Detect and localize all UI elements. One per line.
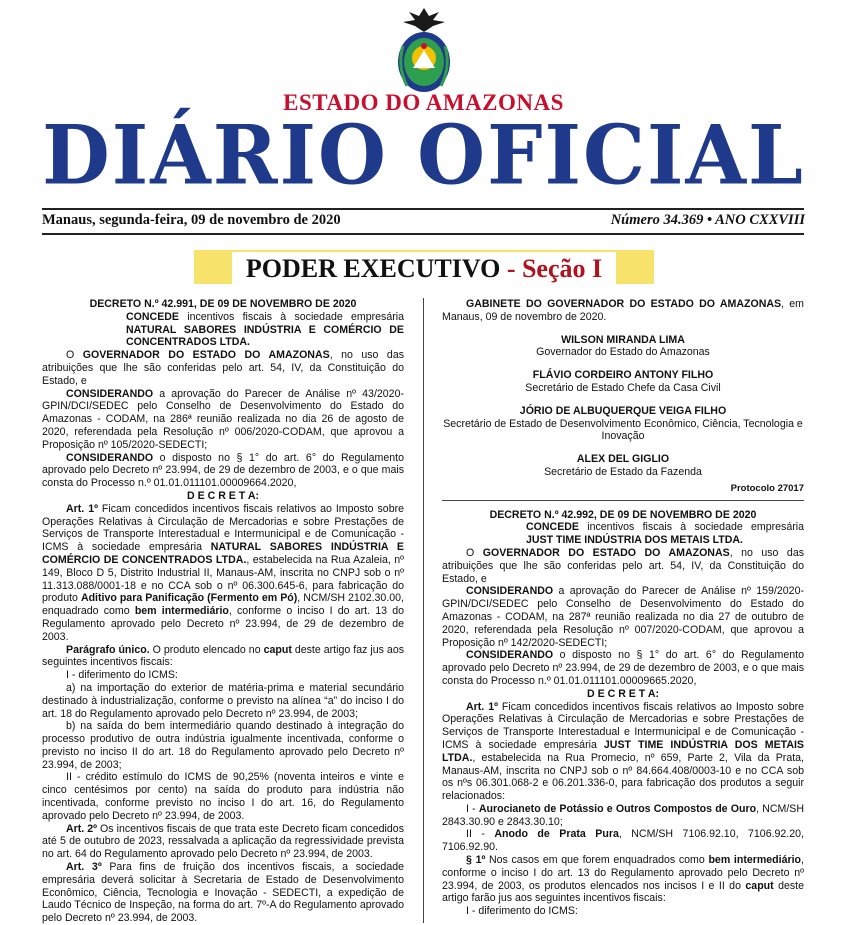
signature: WILSON MIRANDA LIMA Governador do Estado do Amazonas xyxy=(536,333,710,359)
item: b) na saída do bem intermediário quando destinado à integração do processo produtivo de outra indústria igualmente incentivada, conforme o previsto no inciso II do art. 18 do Regulamento aprovado pelo Decreto nº 23.994, de 2003; xyxy=(42,720,404,771)
decreta-heading: D E C R E T A: xyxy=(587,687,659,700)
amazonas-coat-of-arms-icon xyxy=(393,6,455,96)
paragraph: CONSIDERANDO a aprovação do Parecer de Análise nº 159/2020-GPIN/DCI/SEDEC pelo Conselho de Desenvolvimento do Estado do Amazonas - CODAM, na 287ª reunião realizada no dia 27 de outubro de 2020, referendada pela Resolução nº 007/2020-CODAM, que aprovou a Proposição nº 142/2020-SEDECTI; xyxy=(442,585,804,649)
item: II - crédito estímulo do ICMS de 90,25% (noventa inteiros e vinte e cinco centésimos por cento) na saída do produto para indústria não incentivada, conforme previsto no inciso I do art. 16, do Regulamento aprovado pelo Decreto nº 23.994, de 2003. xyxy=(42,771,404,822)
section-banner xyxy=(194,250,654,284)
decree-summary: CONCEDE incentivos fiscais à sociedade empresária NATURAL SABORES INDÚSTRIA E COMÉRCIO DE CONCENTRADOS LTDA. xyxy=(126,310,404,349)
divider xyxy=(42,208,804,210)
article-1: Art. 1º Ficam concedidos incentivos fiscais relativos ao Imposto sobre Operações Relativas à Circulação de Mercadorias e sobre Prestações de Serviços de Transporte Interestadual e Intermunicipal e de Comunicação - ICMS à sociedade empresária JUST TIME INDÚSTRIA DOS METAIS LTDA., estabelecida na Rua Promecio, nº 659, Parte 2, Vila da Prata, Manaus-AM, inscrita no CNPJ sob o nº 84.664.408/0003-10 e no CCA sob os nºs 06.301.068-2 e 06.201.336-0, para fabricação dos produtos a seguir relacionados: xyxy=(442,700,804,803)
section-subtitle: - Seção I xyxy=(506,254,603,283)
signature: FLÁVIO CORDEIRO ANTONY FILHO Secretário de Estado Chefe da Casa Civil xyxy=(525,369,721,394)
divider xyxy=(42,233,804,235)
item: a) na importação do exterior de matéria-prima e material secundário destinado à industrialização, conforme o previsto na alínea “a” do inciso I do art. 18 do Regulamento aprovado pelo Decreto nº 23.994, de 2003; xyxy=(42,681,404,720)
closing: GABINETE DO GOVERNADOR DO ESTADO DO AMAZONAS, em Manaus, 09 de novembro de 2020. xyxy=(442,298,805,323)
masthead xyxy=(0,0,847,228)
item: I - diferimento do ICMS: xyxy=(466,905,578,918)
signature: JÓRIO DE ALBUQUERQUE VEIGA FILHO Secretário de Estado de Desenvolvimento Econômico, Ciência, Tecnologia e Inovação xyxy=(443,404,803,443)
article-1: Art. 1º Ficam concedidos incentivos fiscais relativos ao Imposto sobre Operações Relativas à Circulação de Mercadorias e sobre Prestações de Serviços de Transporte Interestadual e Intermunicipal e de Comunicação - ICMS à sociedade empresária NATURAL SABORES INDÚSTRIA E COMÉRCIO DE CONCENTRADOS LTDA., estabelecida na Rua Azaleia, nº 149, Bloco D 5, Distrito Industrial II, Manaus-AM, inscrita no CNPJ sob o nº 11.313.088/0001-18 e no CCA sob o nº 06.300.645-6, para fabricação do produto Aditivo para Panificação (Fermento em Pó), NCM/SH 2102.30.00, enquadrado como bem intermediário, conforme o inciso I do art. 13 do Regulamento aprovado pelo Decreto nº 23.994, de 29 de dezembro de 2003. xyxy=(42,502,404,643)
signature: ALEX DEL GIGLIO Secretário de Estado da Fazenda xyxy=(544,453,702,478)
section-title: PODER EXECUTIVO xyxy=(245,254,501,283)
paragraph: CONSIDERANDO o disposto no § 1° do art. 6° do Regulamento aprovado pelo Decreto nº 23.994, de 29 de dezembro de 2003, e o que mais consta do Processo n.º 01.01.011101.00009664.2020, xyxy=(42,451,404,490)
decreta-heading: D E C R E T A: xyxy=(187,489,259,502)
paragraph: CONSIDERANDO o disposto no § 1° do art. 6° do Regulamento aprovado pelo Decreto nº 23.994, de 29 de dezembro de 2003, e o que mais consta do Processo n.º 01.01.011101.00009665.2020, xyxy=(442,649,804,687)
divider xyxy=(442,500,804,501)
issue-number: Número 34.369 • ANO CXXVIII xyxy=(610,212,805,228)
decree-title: DECRETO N.º 42.991, DE 09 DE NOVEMBRO DE 2020 xyxy=(89,298,357,310)
column-divider xyxy=(423,298,424,923)
state-name: ESTADO DO AMAZONAS xyxy=(283,90,564,115)
left-column xyxy=(42,298,404,925)
paragraph: O GOVERNADOR DO ESTADO DO AMAZONAS, no uso das atribuições que lhe são conferidas pelo art. 54, IV, da Constituição do Estado, e xyxy=(42,349,405,387)
item: I - diferimento do ICMS: xyxy=(66,669,178,682)
decree-summary: CONCEDE incentivos fiscais à sociedade empresária JUST TIME INDÚSTRIA DOS METAIS LTDA. xyxy=(526,521,804,547)
right-column xyxy=(442,298,804,918)
protocol-number: Protocolo 27017 xyxy=(730,482,804,494)
article-2: Art. 2º Os incentivos fiscais de que trata este Decreto ficam concedidos até 5 de outubro de 2023, ressalvada a aplicação da regressividade prevista no art. 64 do Regulamento aprovado pelo Decreto nº 23.994, de 2003. xyxy=(42,822,404,861)
paragraph-1: § 1º Nos casos em que forem enquadrados como bem intermediário, conforme o inciso I do art. 13 do Regulamento aprovado pelo Decreto nº 23.994, de 2003, os produtos elencados nos incisos I e II do caput deste artigo farão jus aos seguintes incentivos fiscais: xyxy=(442,854,805,905)
paragraph-unico: Parágrafo único. O produto elencado no caput deste artigo faz jus aos seguintes incentivos fiscais: xyxy=(42,643,405,669)
article-3: Art. 3º Para fins de fruição dos incentivos fiscais, a sociedade empresária deverá solicitar à Secretaria de Estado de Desenvolvimento Econômico, Ciência, Tecnologia e Inovação - SEDECTI, a expedição de Laudo Técnico de Inspeção, na forma do art. 7º-A do Regulamento aprovado pelo Decreto nº 23.994, de 2003. xyxy=(42,861,404,925)
paragraph: CONSIDERANDO a aprovação do Parecer de Análise nº 43/2020-GPIN/DCI/SEDEC pelo Conselho de Desenvolvimento do Estado do Amazonas - CODAM, na 286ª reunião realizada no dia 26 de agosto de 2020, referendada pela Resolução nº 006/2020-CODAM, que aprovou a Proposição nº 105/2020-SEDECTI; xyxy=(42,387,404,451)
paragraph: O GOVERNADOR DO ESTADO DO AMAZONAS, no uso das atribuições que lhe são conferidas pelo art. 54, IV, da Constituição do Estado, e xyxy=(442,546,805,585)
product-item: II - Anodo de Prata Pura, NCM/SH 7106.92.10, 7106.92.20, 7106.92.90. xyxy=(442,828,804,854)
dateline: Manaus, segunda-feira, 09 de novembro de 2020 xyxy=(42,212,341,228)
newspaper-title: DIÁRIO OFICIAL xyxy=(42,107,805,204)
decree-title: DECRETO N.º 42.992, DE 09 DE NOVEMBRO DE 2020 xyxy=(489,508,757,521)
product-item: I - Aurocianeto de Potássio e Outros Compostos de Ouro, NCM/SH 2843.30.90 e 2843.30.10; xyxy=(442,802,804,828)
